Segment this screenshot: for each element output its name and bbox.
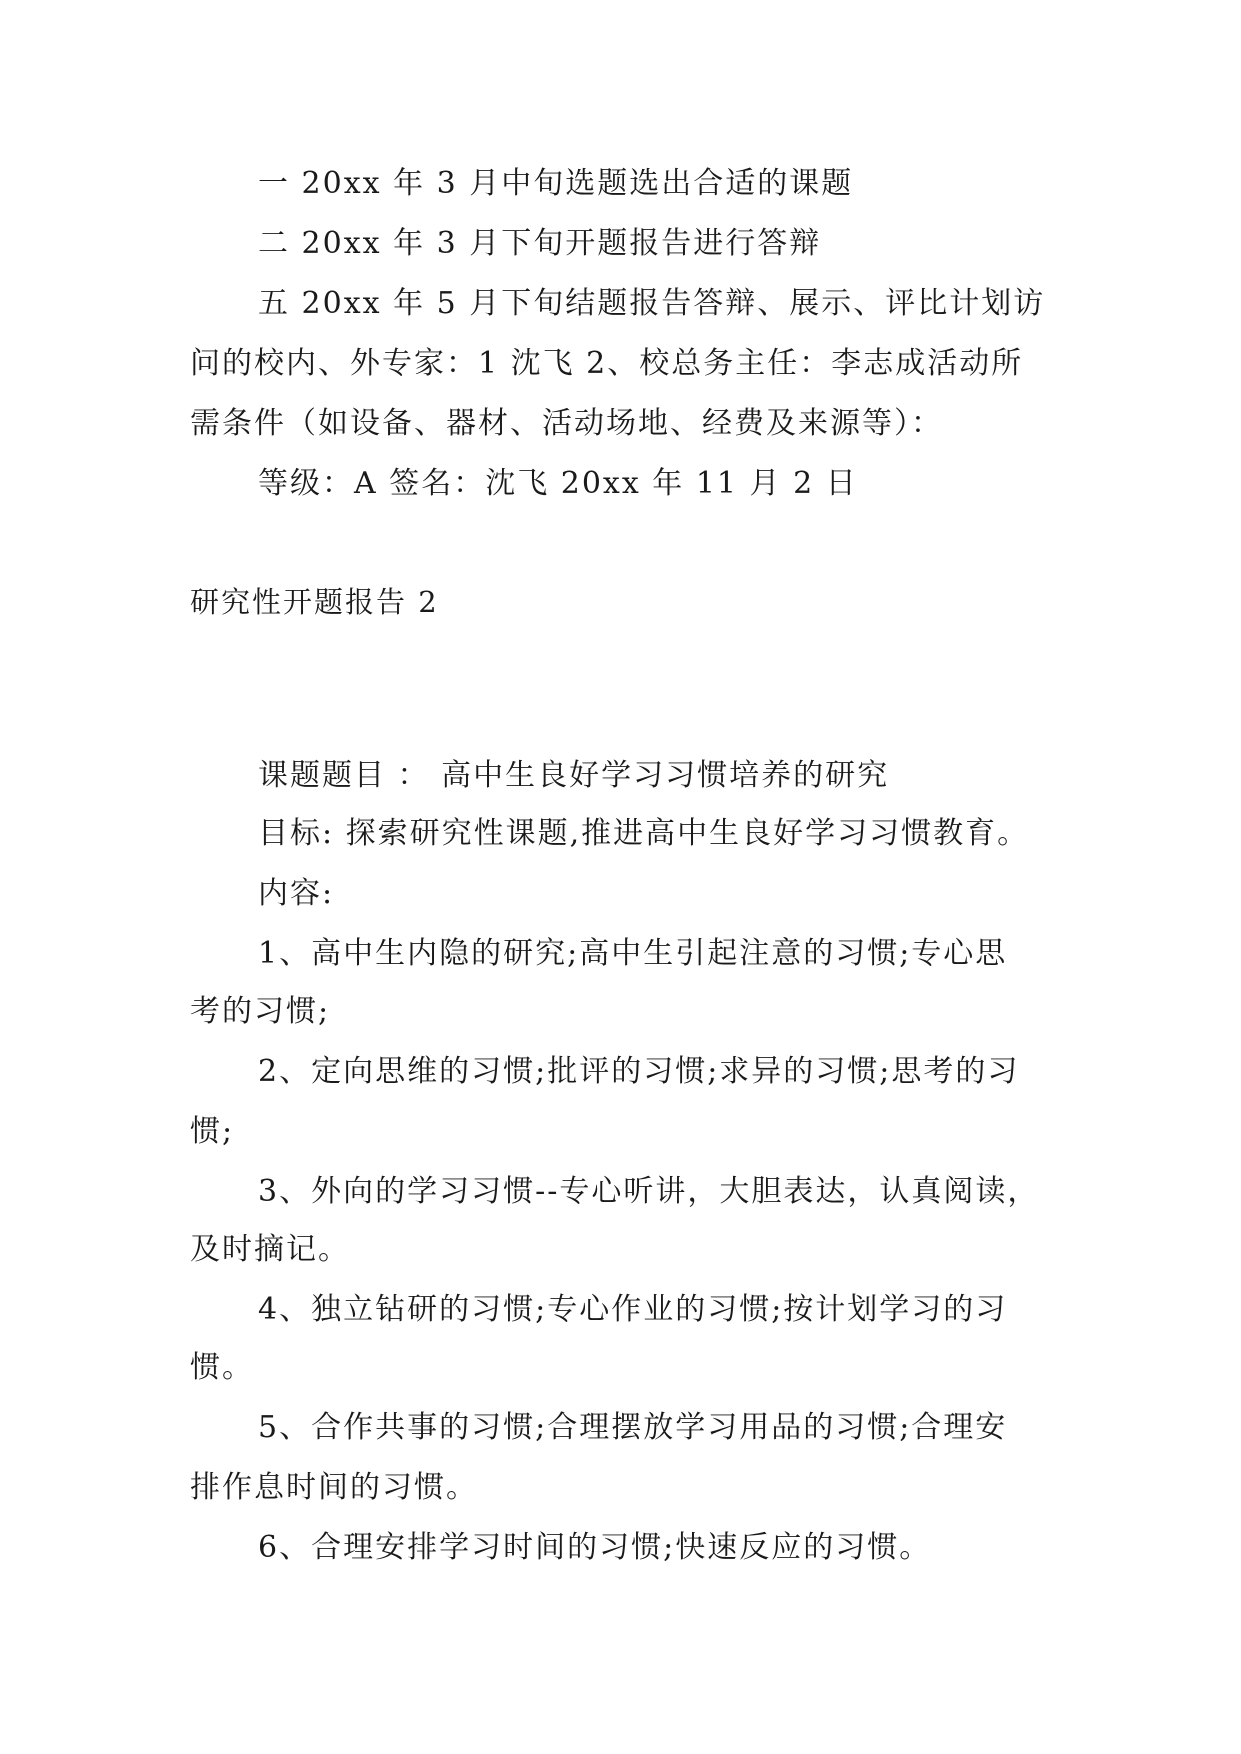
schedule-line-5: 五 20xx 年 5 月下旬结题报告答辩、展示、评比计划访 bbox=[258, 286, 1046, 321]
item-4-line-1: 4、独立钻研的习惯;专心作业的习惯;按计划学习的习 bbox=[258, 1292, 1008, 1327]
schedule-line-1: 一 20xx 年 3 月中旬选题选出合适的课题 bbox=[258, 166, 854, 201]
section-title: 研究性开题报告 2 bbox=[190, 585, 439, 619]
content-label: 内容: bbox=[258, 876, 335, 911]
schedule-conditions-line: 需条件（如设备、器材、活动场地、经费及来源等）： bbox=[190, 406, 943, 441]
item-3-line-1: 3、外向的学习习惯--专心听讲，大胆表达，认真阅读， bbox=[258, 1174, 1040, 1209]
item-4-line-2: 惯。 bbox=[190, 1350, 254, 1385]
topic-line: 课题题目 ： 高中生良好学习习惯培养的研究 bbox=[258, 758, 890, 793]
goal-line: 目标: 探索研究性课题,推进高中生良好学习习惯教育。 bbox=[258, 816, 1030, 851]
schedule-experts-line: 问的校内、外专家：1 沈飞 2、校总务主任：李志成活动所 bbox=[190, 346, 1024, 381]
item-5-line-2: 排作息时间的习惯。 bbox=[190, 1470, 478, 1505]
item-5-line-1: 5、合作共事的习惯;合理摆放学习用品的习惯;合理安 bbox=[258, 1410, 1008, 1445]
schedule-line-2: 二 20xx 年 3 月下旬开题报告进行答辩 bbox=[258, 226, 822, 261]
signature-line: 等级：A 签名：沈飞 20xx 年 11 月 2 日 bbox=[258, 466, 858, 501]
item-2-line-2: 惯; bbox=[190, 1114, 235, 1149]
item-6-line-1: 6、合理安排学习时间的习惯;快速反应的习惯。 bbox=[258, 1530, 932, 1565]
item-2-line-1: 2、定向思维的习惯;批评的习惯;求异的习惯;思考的习 bbox=[258, 1054, 1020, 1089]
item-1-line-2: 考的习惯; bbox=[190, 994, 331, 1029]
item-1-line-1: 1、高中生内隐的研究;高中生引起注意的习惯;专心思 bbox=[258, 936, 1008, 971]
item-3-line-2: 及时摘记。 bbox=[190, 1232, 350, 1267]
